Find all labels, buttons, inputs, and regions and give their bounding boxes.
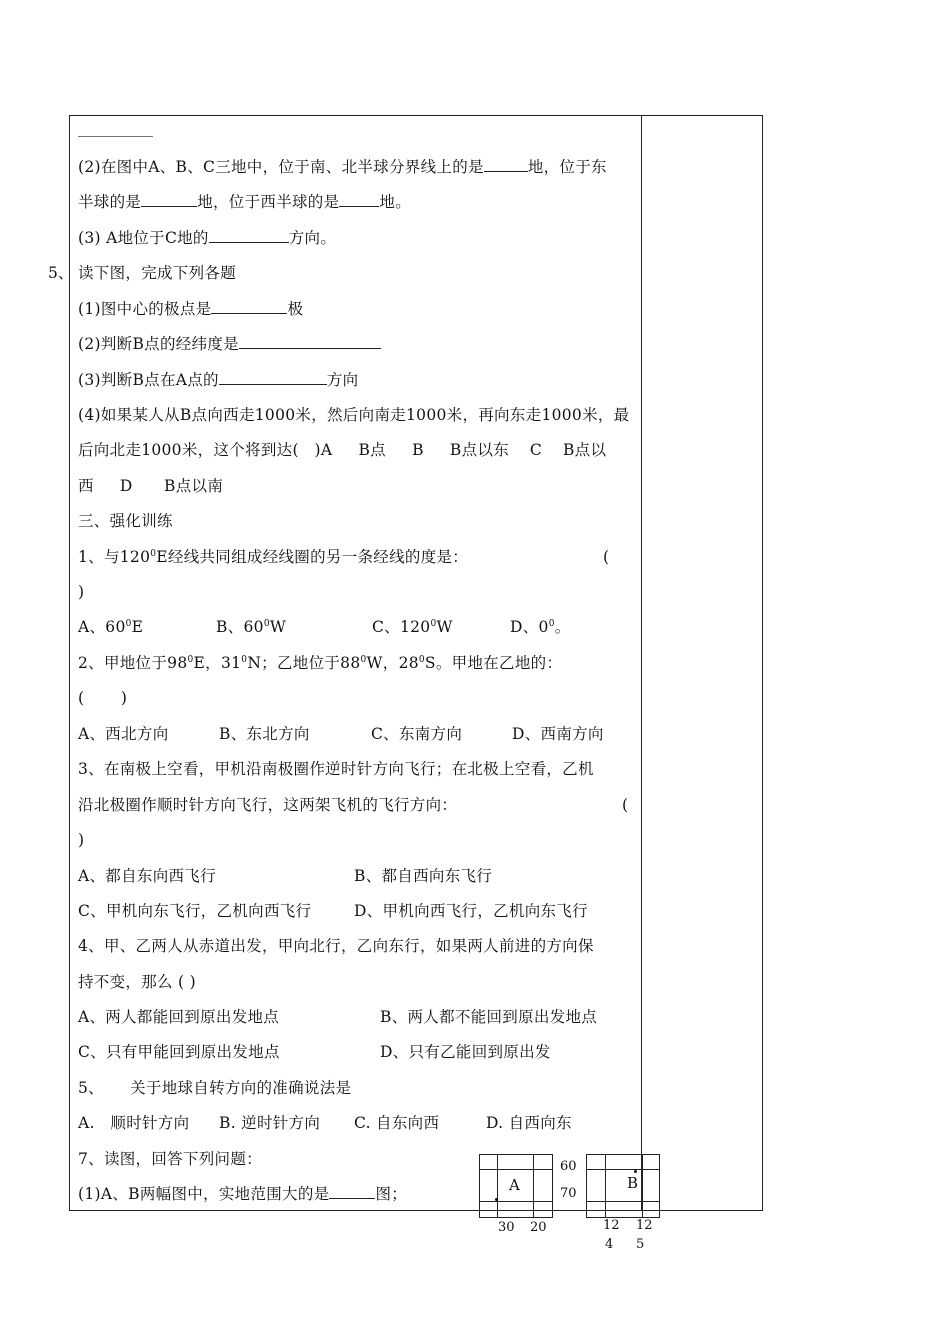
figure-a-lat-label: 60 [560, 1159, 577, 1174]
t1-paren-open: ( [603, 548, 610, 566]
figure-b-point [634, 1170, 637, 1173]
carryover-blank-line [78, 136, 153, 137]
t5-option-d: D. 自西向东 [486, 1114, 572, 1132]
figure-a-point [495, 1198, 498, 1201]
q2-line2: 半球的是 地，位于西半球的是 地。 [78, 193, 412, 211]
column-divider [641, 115, 642, 1211]
q5-number: 5、 [48, 264, 74, 282]
t7-q1: (1)A、B两幅图中，实地范围大的是 图； [78, 1185, 408, 1203]
q5-item3: (3)判断B点在A点的 方向 [78, 371, 359, 389]
t3-option-a: A、都自东向西飞行 [78, 867, 216, 885]
t5-option-b: B. 逆时针方向 [219, 1114, 321, 1132]
t4-line1: 4、甲、乙两人从赤道出发，甲向北行，乙向东行，如果两人前进的方向保 [78, 937, 594, 955]
q5-item4-line2: 后向北走1000米，这个将到达( )A B点 B B点以东 C B点以 [78, 441, 607, 459]
t3-paren-open: ( [622, 796, 629, 814]
q5-item2: (2)判断B点的经纬度是 [78, 334, 381, 354]
t2-option-b: B、东北方向 [219, 725, 310, 743]
q3-line: (3) A地位于C地的 方向。 [78, 229, 337, 247]
q2-line1: (2)在图中A、B、C三地中，位于南、北半球分界线上的是 地，位于东 [78, 158, 607, 176]
t4-option-b: B、两人都不能回到原出发地点 [380, 1008, 598, 1026]
t2-stem: 2、甲地位于$98^0E$，$31^0N$；乙地位于$88^0W$，$28^0S$。甲地在乙地的： [78, 654, 563, 672]
t1-option-a: A、$60^0E$ [78, 618, 144, 636]
t3-paren-close: ) [78, 831, 85, 849]
q5-title: 读下图，完成下列各题 [78, 264, 237, 282]
t1-option-b: B、$60^0W$ [216, 618, 287, 636]
t4-option-a: A、两人都能回到原出发地点 [78, 1008, 280, 1026]
q5-item1: (1)图中心的极点是 极 [78, 300, 304, 318]
section-heading: 三、强化训练 [78, 512, 173, 530]
t1-option-d: D、$0^0$。 [510, 618, 571, 636]
t5-stem: 5、 关于地球自转方向的准确说法是 [78, 1079, 352, 1097]
figure-a-letter: A [509, 1176, 520, 1194]
t3-option-d: D、甲机向西飞行，乙机向东飞行 [354, 902, 588, 920]
figure-b-lon-label: 12 [636, 1218, 653, 1233]
figure-a-lon-label: 30 [498, 1220, 515, 1235]
t1-paren-close: ) [78, 583, 85, 601]
t3-line1: 3、在南极上空看，甲机沿南极圈作逆时针方向飞行；在北极上空看，乙机 [78, 760, 594, 778]
figure-a-lon-label: 20 [530, 1220, 547, 1235]
t4-option-c: C、只有甲能回到原出发地点 [78, 1043, 280, 1061]
t3-option-b: B、都自西向东飞行 [354, 867, 493, 885]
t5-option-a: A. 顺时针方向 [78, 1114, 190, 1132]
t4-line2: 持不变，那么 ( ) [78, 973, 196, 991]
figure-a-lat-label: 70 [560, 1186, 577, 1201]
t4-option-d: D、只有乙能回到原出发 [380, 1043, 551, 1061]
t5-option-c: C. 自东向西 [354, 1114, 440, 1132]
figure-b-grid [586, 1154, 660, 1218]
t1-option-c: C、$120^0W$ [372, 618, 453, 636]
t7-stem: 7、读图，回答下列问题： [78, 1150, 262, 1168]
t3-option-c: C、甲机向东飞行，乙机向西飞行 [78, 902, 312, 920]
figure-b-lon-label: 4 [605, 1237, 614, 1252]
t2-option-c: C、东南方向 [371, 725, 463, 743]
figure-b-letter: B [627, 1174, 639, 1192]
t2-option-a: A、西北方向 [78, 725, 169, 743]
q5-item4-line3: 西 D B点以南 [78, 477, 224, 495]
t3-line2: 沿北极圈作顺时针方向飞行，这两架飞机的飞行方向： [78, 796, 458, 814]
t2-paren: ( ) [78, 689, 128, 707]
q5-item4-line1: (4)如果某人从B点向西走1000米，然后向南走1000米，再向东走1000米，最 [78, 406, 630, 424]
figure-b-lon-label: 12 [603, 1218, 620, 1233]
t1-stem: 1、与$120^0E$经线共同组成经线圈的另一条经线的度是： [78, 548, 469, 566]
t2-option-d: D、西南方向 [512, 725, 604, 743]
figure-b-lon-label: 5 [636, 1237, 645, 1252]
